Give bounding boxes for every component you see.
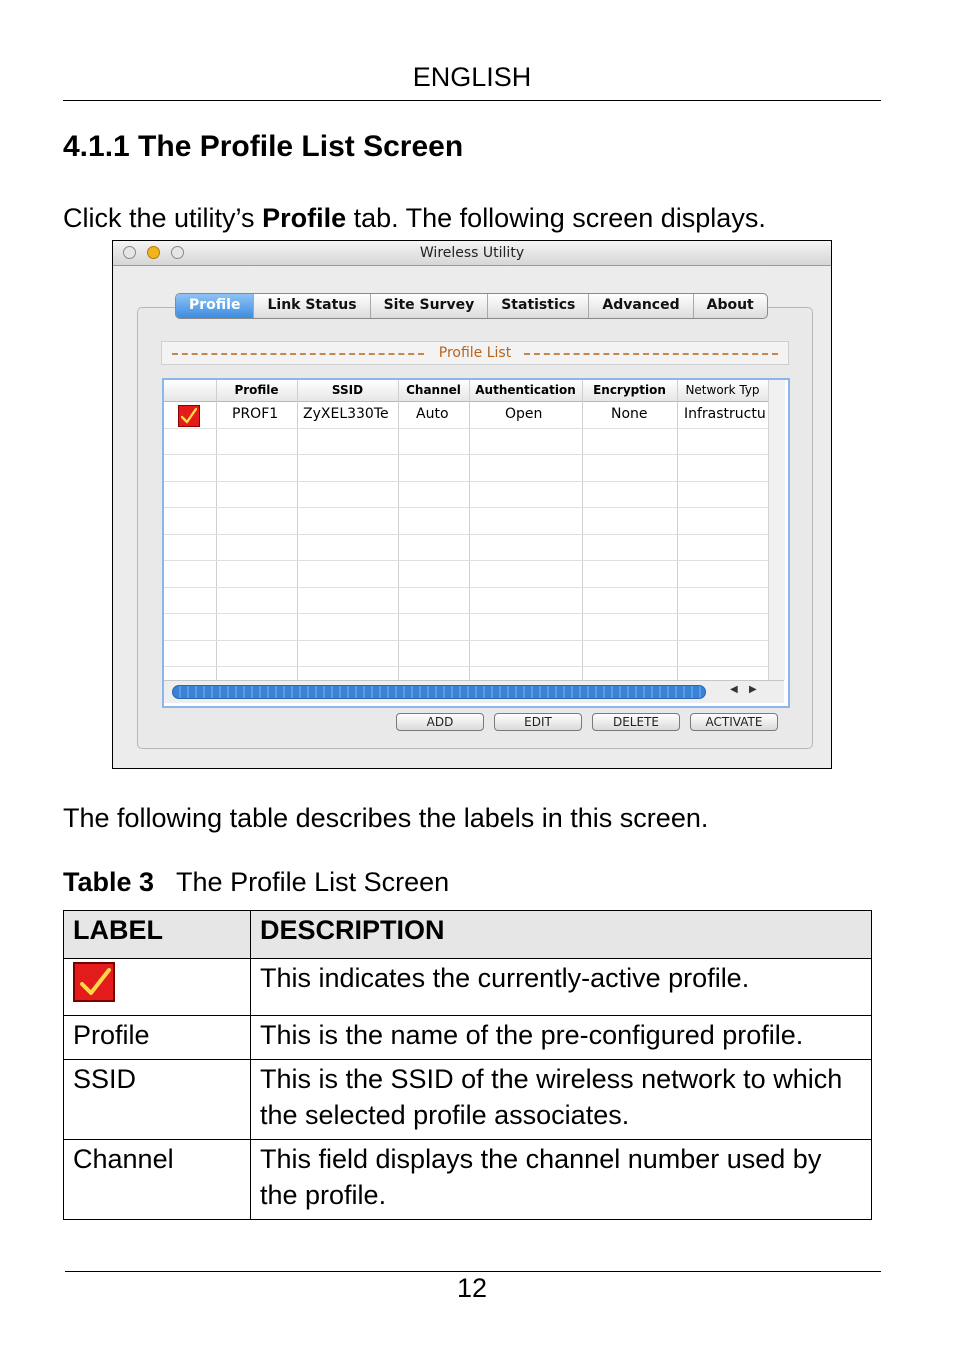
column-divider [469,380,470,680]
column-divider [297,380,298,680]
profile-list-title: Profile List [438,345,512,361]
column-divider [398,380,399,680]
tab-link-status[interactable]: Link Status [254,294,370,318]
table-caption-title: The Profile List Screen [176,867,450,897]
cell-channel[interactable]: Auto [416,406,449,422]
delete-button[interactable]: DELETE [592,713,680,731]
column-header-network-type[interactable]: Network Typ [677,380,768,402]
table-cell-label [64,959,251,1016]
table-cell-description: This is the SSID of the wireless network to which the selected profile associates. [251,1060,872,1140]
row-divider [164,454,768,455]
scroll-left-arrow-icon[interactable]: ◀ [730,684,738,695]
tab-profile[interactable]: Profile [176,294,254,318]
vertical-scrollbar[interactable] [768,380,785,680]
table-cell-label: Profile [64,1016,251,1060]
column-header-label: LABEL [64,911,251,959]
tab-site-survey[interactable]: Site Survey [371,294,489,318]
tab-advanced[interactable]: Advanced [589,294,693,318]
table-header-row [64,911,872,959]
intro-text-bold: Profile [262,203,347,233]
tab-bar [175,293,768,319]
table-cell-label: Channel [64,1140,251,1220]
wireless-utility-window [112,240,832,769]
tab-statistics[interactable]: Statistics [488,294,589,318]
column-divider [677,380,678,680]
dashed-divider-right [524,353,778,355]
table-row [64,959,872,1016]
row-divider [164,666,768,667]
column-header-profile[interactable]: Profile [216,380,297,402]
cell-ssid[interactable]: ZyXEL330Te [303,406,389,422]
row-divider [164,481,768,482]
row-divider [164,560,768,561]
column-header-description: DESCRIPTION [251,911,872,959]
column-divider [216,380,217,680]
column-header-channel[interactable]: Channel [398,380,469,402]
table-row [64,1060,872,1140]
row-divider [164,587,768,588]
column-header-encryption[interactable]: Encryption [582,380,677,402]
cell-authentication[interactable]: Open [505,406,543,422]
cell-profile[interactable]: PROF1 [232,406,279,422]
page-header-language: ENGLISH [412,62,532,92]
table-cell-description: This is the name of the pre-configured profile. [251,1016,872,1060]
table-cell-description: This indicates the currently-active profile. [251,959,872,1016]
intro-text-before: Click the utility’s [63,203,263,233]
window-title: Wireless Utility [419,245,525,261]
table-cell-label: SSID [64,1060,251,1140]
column-header-ssid[interactable]: SSID [297,380,398,402]
profile-table [162,378,790,708]
table-cell-description: This field displays the channel number used by the profile. [251,1140,872,1220]
table-row [64,1140,872,1220]
row-divider [164,428,768,429]
table-intro-text: The following table describes the labels in this screen. [63,803,709,833]
row-divider [164,534,768,535]
row-divider [164,507,768,508]
table-caption [63,867,449,898]
intro-paragraph [63,203,766,234]
window-titlebar [113,241,831,266]
add-button[interactable]: ADD [396,713,484,731]
profile-action-buttons [396,713,778,731]
horizontal-scrollbar-thumb[interactable] [172,685,706,699]
section-title: 4.1.1 The Profile List Screen [63,130,464,163]
page-number: 12 [456,1273,488,1303]
red-checkmark-icon[interactable] [178,405,200,427]
tab-about[interactable]: About [706,297,754,313]
intro-text-after: tab. The following screen displays. [346,203,766,233]
table-caption-label: Table 3 [63,867,155,897]
profile-list-heading [161,341,789,365]
row-divider [164,640,768,641]
cell-encryption[interactable]: None [611,406,648,422]
label-description-table [63,910,872,1220]
header-divider [63,100,881,101]
activate-button[interactable]: ACTIVATE [690,713,778,731]
red-checkmark-icon [73,962,115,1002]
scroll-right-arrow-icon[interactable]: ▶ [749,684,757,695]
column-divider [582,380,583,680]
table-row [64,1016,872,1060]
column-header-active[interactable] [164,380,216,402]
cell-network-type[interactable]: Infrastructu [684,406,766,422]
column-header-authentication[interactable]: Authentication [469,380,582,402]
row-divider [164,613,768,614]
horizontal-scrollbar[interactable] [164,680,784,703]
edit-button[interactable]: EDIT [494,713,582,731]
footer-divider [65,1271,881,1272]
